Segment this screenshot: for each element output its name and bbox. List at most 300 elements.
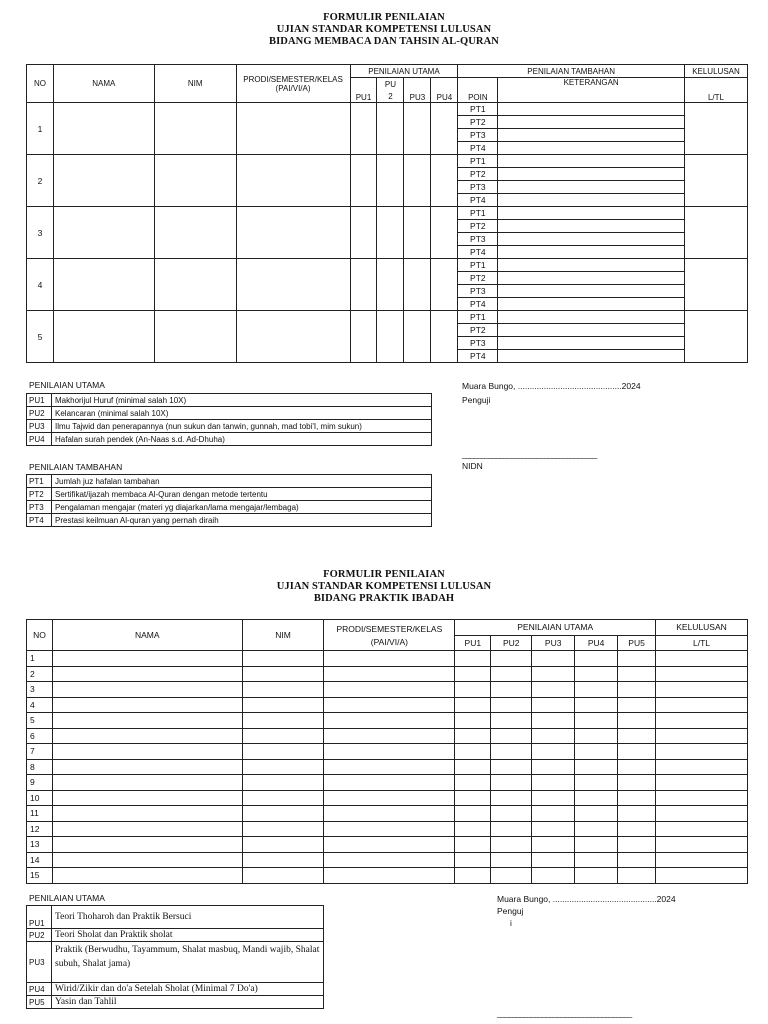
cell-pu1[interactable]	[350, 259, 377, 311]
cell-keterangan[interactable]	[498, 246, 685, 259]
cell-pu5[interactable]	[618, 697, 656, 713]
col-no: NO	[27, 620, 53, 651]
cell-poin: PT2	[458, 168, 498, 181]
cell-prodi[interactable]	[236, 207, 350, 259]
cell-prodi[interactable]	[324, 744, 455, 760]
cell-keterangan[interactable]	[498, 350, 685, 363]
row-number: 3	[27, 682, 53, 698]
cell-nama[interactable]	[52, 697, 242, 713]
cell-pu4[interactable]	[431, 311, 458, 363]
cell-pu3[interactable]	[532, 775, 575, 791]
legend-code: PU4	[27, 983, 52, 996]
cell-nim[interactable]	[242, 775, 324, 791]
form1-title-line: BIDANG MEMBACA DAN TAHSIN AL-QURAN	[269, 36, 499, 47]
cell-pu1[interactable]	[455, 682, 491, 698]
cell-pu2[interactable]	[377, 259, 404, 311]
cell-nama[interactable]	[52, 744, 242, 760]
legend-row	[27, 420, 432, 433]
form2-legend-utama-title: PENILAIAN UTAMA	[29, 893, 105, 903]
cell-pu3[interactable]	[532, 821, 575, 837]
cell-nim[interactable]	[242, 821, 324, 837]
cell-pu1[interactable]	[455, 697, 491, 713]
cell-pu2[interactable]	[377, 311, 404, 363]
cell-keterangan[interactable]	[498, 194, 685, 207]
row-number: 14	[27, 852, 53, 868]
col-pu2: PU2	[491, 635, 532, 651]
row-number: 11	[27, 806, 53, 822]
col-pu1: PU1	[455, 635, 491, 651]
cell-pu1[interactable]	[455, 666, 491, 682]
cell-nim[interactable]	[242, 728, 324, 744]
cell-poin: PT4	[458, 142, 498, 155]
cell-pu3[interactable]	[532, 852, 575, 868]
cell-pu4[interactable]	[431, 259, 458, 311]
cell-nama[interactable]	[52, 837, 242, 853]
cell-prodi[interactable]	[236, 259, 350, 311]
cell-pu5[interactable]	[618, 666, 656, 682]
cell-kelulusan[interactable]	[656, 821, 748, 837]
cell-nama[interactable]	[52, 806, 242, 822]
cell-nama[interactable]	[53, 155, 154, 207]
cell-poin: PT3	[458, 337, 498, 350]
col-pu3: PU3	[532, 635, 575, 651]
row-number: 13	[27, 837, 53, 853]
cell-kelulusan[interactable]	[656, 744, 748, 760]
cell-nim[interactable]	[242, 868, 324, 884]
cell-pu3[interactable]	[404, 259, 431, 311]
cell-kelulusan[interactable]	[656, 806, 748, 822]
cell-pu3[interactable]	[404, 311, 431, 363]
col-pu4: PU4	[431, 78, 458, 103]
cell-pu3[interactable]	[532, 806, 575, 822]
table-row	[27, 775, 748, 791]
cell-pu2[interactable]	[377, 103, 404, 155]
cell-prodi[interactable]	[324, 775, 455, 791]
col-pu1: PU1	[350, 78, 377, 103]
cell-pu5[interactable]	[618, 852, 656, 868]
legend-code: PU3	[27, 942, 52, 983]
legend-code: PU4	[27, 433, 52, 446]
cell-prodi[interactable]	[324, 852, 455, 868]
legend-row	[27, 929, 324, 942]
cell-nim[interactable]	[242, 651, 324, 667]
cell-prodi[interactable]	[236, 311, 350, 363]
table-row	[27, 852, 748, 868]
cell-pu2[interactable]	[491, 651, 532, 667]
cell-pu3[interactable]	[532, 651, 575, 667]
cell-kelulusan[interactable]	[656, 682, 748, 698]
cell-kelulusan[interactable]	[656, 713, 748, 729]
cell-kelulusan[interactable]	[684, 311, 747, 363]
cell-kelulusan[interactable]	[656, 651, 748, 667]
row-number: 10	[27, 790, 53, 806]
table-row	[27, 311, 748, 324]
signature-line: ____________________________________	[497, 1008, 632, 1018]
cell-pu4[interactable]	[575, 775, 618, 791]
legend-row	[27, 906, 324, 929]
legend-text: Jumlah juz hafalan tambahan	[52, 475, 432, 488]
col-penilaian-tambahan: PENILAIAN TAMBAHAN	[458, 65, 685, 78]
row-number: 3	[27, 207, 54, 259]
cell-nama[interactable]	[53, 259, 154, 311]
cell-keterangan[interactable]	[498, 103, 685, 116]
form1-legend-utama	[26, 393, 432, 446]
table-row	[27, 868, 748, 884]
cell-poin: PT2	[458, 220, 498, 233]
cell-nim[interactable]	[154, 155, 236, 207]
cell-kelulusan[interactable]	[684, 207, 747, 259]
cell-pu4[interactable]	[575, 821, 618, 837]
cell-keterangan[interactable]	[498, 220, 685, 233]
cell-pu3[interactable]	[532, 682, 575, 698]
col-pu5: PU5	[618, 635, 656, 651]
cell-keterangan[interactable]	[498, 207, 685, 220]
cell-poin: PT2	[458, 116, 498, 129]
cell-pu1[interactable]	[455, 868, 491, 884]
cell-keterangan[interactable]	[498, 311, 685, 324]
form2-table	[26, 619, 748, 884]
cell-prodi[interactable]	[324, 697, 455, 713]
cell-pu4[interactable]	[575, 697, 618, 713]
cell-keterangan[interactable]	[498, 259, 685, 272]
cell-prodi[interactable]	[324, 806, 455, 822]
cell-poin: PT1	[458, 207, 498, 220]
cell-nim[interactable]	[242, 744, 324, 760]
legend-code: PT2	[27, 488, 52, 501]
cell-pu2[interactable]	[491, 728, 532, 744]
cell-nama[interactable]	[53, 103, 154, 155]
row-number: 7	[27, 744, 53, 760]
cell-nim[interactable]	[242, 713, 324, 729]
cell-pu5[interactable]	[618, 759, 656, 775]
table-row	[27, 759, 748, 775]
row-number: 4	[27, 697, 53, 713]
cell-pu5[interactable]	[618, 775, 656, 791]
form1-title	[0, 12, 768, 48]
cell-keterangan[interactable]	[498, 129, 685, 142]
cell-pu4[interactable]	[431, 155, 458, 207]
cell-pu2[interactable]	[491, 713, 532, 729]
col-prodi	[236, 65, 350, 103]
cell-pu5[interactable]	[618, 713, 656, 729]
cell-nim[interactable]	[242, 837, 324, 853]
cell-pu1[interactable]	[455, 837, 491, 853]
cell-pu5[interactable]	[618, 806, 656, 822]
col-penilaian-utama: PENILAIAN UTAMA	[455, 620, 656, 636]
cell-keterangan[interactable]	[498, 168, 685, 181]
cell-nim[interactable]	[242, 806, 324, 822]
cell-pu1[interactable]	[455, 728, 491, 744]
cell-pu3[interactable]	[532, 728, 575, 744]
cell-nama[interactable]	[53, 207, 154, 259]
cell-prodi[interactable]	[324, 868, 455, 884]
cell-pu3[interactable]	[532, 790, 575, 806]
legend-code: PU3	[27, 420, 52, 433]
row-number: 4	[27, 259, 54, 311]
cell-pu4[interactable]	[431, 207, 458, 259]
cell-pu2[interactable]	[491, 666, 532, 682]
legend-row	[27, 501, 432, 514]
legend-text: Yasin dan Tahlil	[52, 996, 324, 1009]
table-row	[27, 682, 748, 698]
cell-pu4[interactable]	[575, 868, 618, 884]
cell-pu4[interactable]	[575, 852, 618, 868]
prodi-label: PRODI/SEMESTER/KELAS	[243, 74, 343, 84]
cell-nama[interactable]	[52, 682, 242, 698]
row-number: 1	[27, 651, 53, 667]
cell-kelulusan[interactable]	[684, 259, 747, 311]
cell-keterangan[interactable]	[498, 142, 685, 155]
form2-title	[0, 569, 768, 605]
legend-code: PU2	[27, 929, 52, 942]
cell-pu4[interactable]	[575, 713, 618, 729]
cell-nim[interactable]	[242, 852, 324, 868]
cell-nama[interactable]	[52, 775, 242, 791]
table-row	[27, 713, 748, 729]
cell-pu1[interactable]	[455, 759, 491, 775]
cell-nama[interactable]	[52, 852, 242, 868]
legend-text: Hafalan surah pendek (An-Naas s.d. Ad-Dhuha)	[52, 433, 432, 446]
col-l-tl: L/TL	[656, 635, 748, 651]
cell-nama[interactable]	[52, 651, 242, 667]
cell-poin: PT1	[458, 155, 498, 168]
cell-keterangan[interactable]	[498, 155, 685, 168]
col-penilaian-utama: PENILAIAN UTAMA	[350, 65, 458, 78]
cell-pu2[interactable]	[491, 775, 532, 791]
cell-pu2[interactable]	[491, 790, 532, 806]
cell-pu4[interactable]	[575, 651, 618, 667]
cell-nama[interactable]	[53, 311, 154, 363]
legend-row	[27, 942, 324, 983]
legend-text: Pengalaman mengajar (materi yg diajarkan/lama mengajar/lembaga)	[52, 501, 432, 514]
legend-text: Wirid/Zikir dan do'a Setelah Sholat (Minimal 7 Do'a)	[52, 983, 324, 996]
legend-row	[27, 407, 432, 420]
cell-pu2[interactable]	[491, 697, 532, 713]
cell-nama[interactable]	[52, 868, 242, 884]
table-row	[27, 651, 748, 667]
cell-prodi[interactable]	[324, 821, 455, 837]
cell-pu1[interactable]	[455, 651, 491, 667]
cell-pu2[interactable]	[491, 821, 532, 837]
cell-pu1[interactable]	[455, 744, 491, 760]
cell-nim[interactable]	[154, 207, 236, 259]
legend-code: PU2	[27, 407, 52, 420]
penguji-label-wrap: i	[510, 918, 512, 928]
cell-kelulusan[interactable]	[656, 775, 748, 791]
cell-nim[interactable]	[242, 697, 324, 713]
cell-prodi[interactable]	[236, 103, 350, 155]
cell-pu5[interactable]	[618, 821, 656, 837]
cell-pu4[interactable]	[575, 837, 618, 853]
prodi-sub: (PAI/VI/A)	[275, 83, 311, 93]
legend-text: Ilmu Tajwid dan penerapannya (nun sukun dan tanwin, gunnah, mad tobi'I, mim sukun)	[52, 420, 432, 433]
cell-pu2[interactable]	[491, 759, 532, 775]
cell-nim[interactable]	[242, 682, 324, 698]
cell-pu3[interactable]	[532, 713, 575, 729]
col-l-tl: L/TL	[684, 78, 747, 103]
cell-pu1[interactable]	[455, 852, 491, 868]
col-prodi	[324, 620, 455, 651]
cell-pu5[interactable]	[618, 837, 656, 853]
legend-code: PU5	[27, 996, 52, 1009]
cell-pu1[interactable]	[455, 713, 491, 729]
cell-pu4[interactable]	[575, 790, 618, 806]
cell-pu2[interactable]	[491, 744, 532, 760]
cell-prodi[interactable]	[324, 682, 455, 698]
cell-pu2[interactable]	[491, 682, 532, 698]
cell-kelulusan[interactable]	[656, 790, 748, 806]
cell-pu4[interactable]	[575, 682, 618, 698]
legend-text: Teori Sholat dan Praktik sholat	[52, 929, 324, 942]
table-row	[27, 744, 748, 760]
row-number: 1	[27, 103, 54, 155]
cell-nim[interactable]	[242, 790, 324, 806]
cell-poin: PT3	[458, 129, 498, 142]
cell-pu3[interactable]	[532, 666, 575, 682]
prodi-sub: (PAI/VI/A)	[370, 636, 408, 647]
cell-nama[interactable]	[52, 728, 242, 744]
cell-poin: PT1	[458, 103, 498, 116]
cell-pu3[interactable]	[532, 697, 575, 713]
row-number: 2	[27, 666, 53, 682]
row-number: 9	[27, 775, 53, 791]
cell-prodi[interactable]	[324, 837, 455, 853]
cell-kelulusan[interactable]	[656, 759, 748, 775]
legend-text: Prestasi keilmuan Al-quran yang pernah diraih	[52, 514, 432, 527]
cell-prodi[interactable]	[324, 728, 455, 744]
cell-kelulusan[interactable]	[656, 697, 748, 713]
legend-text: Teori Thoharoh dan Praktik Bersuci	[52, 906, 324, 929]
cell-pu3[interactable]	[532, 868, 575, 884]
cell-keterangan[interactable]	[498, 233, 685, 246]
cell-pu1[interactable]	[350, 207, 377, 259]
signature-line: ____________________________________	[462, 449, 597, 459]
cell-kelulusan[interactable]	[656, 868, 748, 884]
col-kelulusan: KELULUSAN	[684, 65, 747, 78]
cell-pu5[interactable]	[618, 744, 656, 760]
penguji-label: Penguj	[497, 906, 524, 916]
cell-pu2[interactable]	[377, 155, 404, 207]
cell-nim[interactable]	[154, 311, 236, 363]
cell-prodi[interactable]	[324, 666, 455, 682]
cell-pu5[interactable]	[618, 682, 656, 698]
form1-table	[26, 64, 748, 363]
cell-pu3[interactable]	[532, 759, 575, 775]
cell-keterangan[interactable]	[498, 298, 685, 311]
cell-kelulusan[interactable]	[656, 666, 748, 682]
cell-prodi[interactable]	[324, 713, 455, 729]
cell-nim[interactable]	[242, 759, 324, 775]
cell-pu1[interactable]	[455, 806, 491, 822]
cell-pu5[interactable]	[618, 728, 656, 744]
cell-nim[interactable]	[154, 259, 236, 311]
cell-keterangan[interactable]	[498, 337, 685, 350]
cell-kelulusan[interactable]	[656, 852, 748, 868]
col-pu3: PU3	[404, 78, 431, 103]
legend-text: Sertifikat/ijazah membaca Al-Quran dengan metode tertentu	[52, 488, 432, 501]
cell-pu2[interactable]	[491, 837, 532, 853]
cell-pu5[interactable]	[618, 790, 656, 806]
cell-pu4[interactable]	[575, 728, 618, 744]
col-nama: NAMA	[52, 620, 242, 651]
cell-kelulusan[interactable]	[656, 837, 748, 853]
cell-pu4[interactable]	[575, 806, 618, 822]
cell-pu4[interactable]	[575, 744, 618, 760]
col-nama: NAMA	[53, 65, 154, 103]
legend-row	[27, 996, 324, 1009]
cell-pu1[interactable]	[350, 155, 377, 207]
cell-pu2[interactable]	[491, 868, 532, 884]
cell-prodi[interactable]	[324, 790, 455, 806]
cell-prodi[interactable]	[324, 651, 455, 667]
nidn-label: NIDN	[462, 461, 483, 471]
cell-nim[interactable]	[154, 103, 236, 155]
cell-pu1[interactable]	[455, 775, 491, 791]
cell-pu1[interactable]	[350, 103, 377, 155]
cell-prodi[interactable]	[324, 759, 455, 775]
legend-code: PT3	[27, 501, 52, 514]
cell-poin: PT3	[458, 233, 498, 246]
col-nim: NIM	[154, 65, 236, 103]
cell-pu2[interactable]	[491, 852, 532, 868]
cell-pu4[interactable]	[575, 666, 618, 682]
cell-pu4[interactable]	[575, 759, 618, 775]
row-number: 12	[27, 821, 53, 837]
cell-pu5[interactable]	[618, 868, 656, 884]
cell-prodi[interactable]	[236, 155, 350, 207]
cell-pu5[interactable]	[618, 651, 656, 667]
legend-text: Kelancaran (minimal salah 10X)	[52, 407, 432, 420]
cell-nim[interactable]	[242, 666, 324, 682]
cell-pu2[interactable]	[377, 207, 404, 259]
legend-row	[27, 433, 432, 446]
cell-keterangan[interactable]	[498, 285, 685, 298]
cell-kelulusan[interactable]	[684, 155, 747, 207]
cell-pu3[interactable]	[404, 155, 431, 207]
cell-pu1[interactable]	[455, 790, 491, 806]
cell-poin: PT4	[458, 298, 498, 311]
penguji-label: Penguji	[462, 395, 491, 405]
cell-keterangan[interactable]	[498, 324, 685, 337]
cell-kelulusan[interactable]	[684, 103, 747, 155]
row-number: 8	[27, 759, 53, 775]
place-date: Muara Bungo, ............................................2024	[497, 894, 676, 904]
cell-keterangan[interactable]	[498, 181, 685, 194]
legend-text: Makhorijul Huruf (minimal salah 10X)	[52, 394, 432, 407]
cell-pu3[interactable]	[404, 207, 431, 259]
cell-keterangan[interactable]	[498, 116, 685, 129]
form1-legend-tambahan-title: PENILAIAN TAMBAHAN	[29, 462, 123, 472]
cell-pu3[interactable]	[404, 103, 431, 155]
cell-nama[interactable]	[52, 821, 242, 837]
cell-nama[interactable]	[52, 790, 242, 806]
table-row	[27, 155, 748, 168]
cell-pu1[interactable]	[350, 311, 377, 363]
legend-text: Praktik (Berwudhu, Tayammum, Shalat masbuq, Mandi wajib, Shalat subuh, Shalat jama)	[52, 942, 324, 983]
cell-kelulusan[interactable]	[656, 728, 748, 744]
legend-code: PU1	[27, 394, 52, 407]
cell-pu3[interactable]	[532, 744, 575, 760]
cell-pu2[interactable]	[491, 806, 532, 822]
cell-pu1[interactable]	[455, 821, 491, 837]
cell-nama[interactable]	[52, 666, 242, 682]
cell-pu4[interactable]	[431, 103, 458, 155]
cell-pu3[interactable]	[532, 837, 575, 853]
table-row	[27, 103, 748, 116]
cell-nama[interactable]	[52, 713, 242, 729]
cell-keterangan[interactable]	[498, 272, 685, 285]
cell-nama[interactable]	[52, 759, 242, 775]
